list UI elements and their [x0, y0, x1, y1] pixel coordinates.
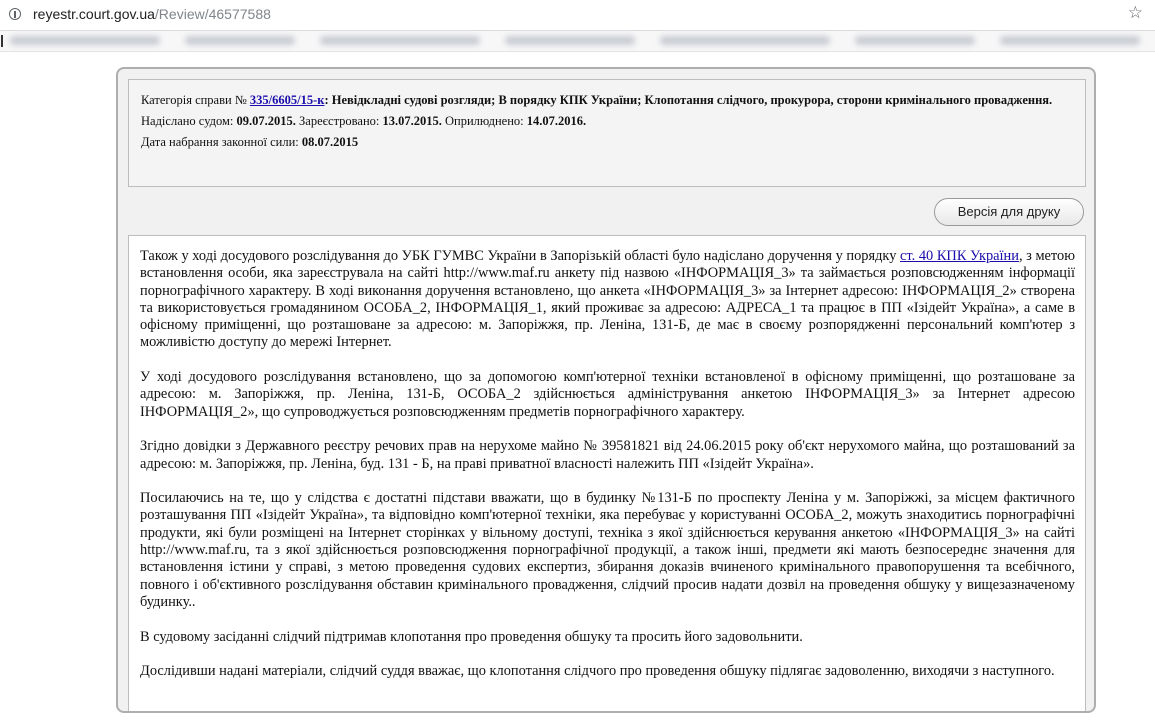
paragraph: Посилаючись на те, що у слідства є достатні підстави вважати, що в будинку №131-Б по проспекту Леніна у м. Запоріжжі, за місцем фактичного розташування ПП «Ізідейт Україна», та відповідно комп'ютерної техніки, яка перебуває у користуванні ОСОБА_2, можуть знаходитись порнографічні продукти, які були розміщені на Інтернет сторінках у вільному доступі, техніка з якої здійснюється керування анкетою «ІНФОРМАЦІЯ_3» на сайті http://www.maf.ru, та з якої здійснюється розповсюдження порнографічної продукції, а також інші, предмети які мають безпосереднє значення для встановлення істини у справі, з метою проведення судових експертиз, збирання доказів вчиненого кримінального правопорушення та всебічного, повного і об'єктивного розслідування обставин кримінального провадження, слідчий просив надати дозвіл на проведення обшуку у вищезазначеному будинку..: [140, 490, 1075, 610]
case-info-panel: [128, 79, 1086, 187]
blurred-bookmark: [320, 36, 480, 45]
paragraph: Згідно довідки з Державного реєстру речових прав на нерухоме майно № 39581821 від 24.06.2015 року об'єкт нерухомого майна, що розташований за адресою: м. Запоріжжя, пр. Леніна, буд. 131 - Б, на праві приватної власності належить ПП «Ізідейт Україна».: [140, 438, 1075, 472]
url-host: reyestr.court.gov.ua: [33, 6, 155, 22]
text-cursor: [1, 35, 3, 47]
blurred-bookmark: [660, 36, 830, 45]
effective-date-line: [141, 132, 1073, 153]
registered-label: Зареєстровано:: [299, 114, 380, 128]
case-category-line: [141, 90, 1073, 111]
bookmarks-bar: [0, 31, 1155, 52]
paragraph: У ході досудового розслідування встановлено, що за допомогою комп'ютерної техніки встановленої в офісному приміщенні, що розташоване за адресою: м. Запоріжжя, пр. Леніна, 131-Б, ОСОБА_2 здійснюється адміністрування анкетою ІНФОРМАЦІЯ_3» за Інтернет адресою ІНФОРМАЦІЯ_2», що супроводжується розповсюдженням предметів порнографічного характеру.: [140, 369, 1075, 420]
effective-label: Дата набрання законної сили:: [141, 135, 299, 149]
document-text: [128, 235, 1086, 713]
document-container: [116, 67, 1096, 713]
effective-date: 08.07.2015: [301, 135, 359, 149]
registered-date: 13.07.2015.: [382, 114, 442, 128]
blurred-bookmark: [855, 36, 975, 45]
paragraph: В судовому засіданні слідчий підтримав клопотання про проведення обшуку та просить його задовольнити.: [140, 628, 803, 645]
blurred-bookmark: [505, 36, 635, 45]
case-number-link[interactable]: 335/6605/15-к: [249, 93, 325, 107]
published-date: 14.07.2016.: [526, 114, 587, 128]
category-label: Категорія справи №: [141, 93, 247, 107]
paragraph: [140, 248, 1075, 352]
info-icon[interactable]: [9, 8, 21, 20]
blurred-bookmark: [10, 36, 160, 45]
url-text[interactable]: [33, 6, 271, 22]
paragraph-text: , з метою встановлення особи, яка зареєструвала на сайті http://www.maf.ru анкету під назвою «ІНФОРМАЦІЯ_3» та займається розповсюдженням інформації порнографічного характеру. В ході виконання доручення встановлено, що анкета «ІНФОРМАЦІЯ_3» за Інтернет адресою: ІНФОРМАЦІЯ_2» створена та використовується громадянином ОСОБА_2, ІНФОРМАЦІЯ_1, який проживає за адресою: АДРЕСА_1 та працює в ПП «Ізідейт Україна», а саме в офісному приміщенні, що розташоване за адресою: м. Запоріжжя, пр. Леніна, 131-Б, де має в своєму розпорядженні персональний комп'ютер з можливістю доступу до мережі Інтернет.: [140, 248, 1075, 351]
sent-date: 09.07.2015.: [236, 114, 296, 128]
address-bar[interactable]: [0, 0, 1155, 31]
sent-label: Надіслано судом:: [141, 114, 234, 128]
paragraph: Дослідивши надані матеріали, слідчий суддя вважає, що клопотання слідчого про проведення обшуку підлягає задоволенню, виходячи з наступного.: [140, 663, 1055, 680]
published-label: Оприлюднено:: [445, 114, 524, 128]
article-link[interactable]: ст. 40 КПК України: [900, 248, 1019, 264]
paragraph-text: Також у ході досудового розслідування до УБК ГУМВС України в Запорізькій області було надіслано доручення у порядку: [140, 248, 901, 264]
url-path: /Review/46577588: [154, 6, 271, 22]
category-text: : Невідкладні судові розгляди; В порядку КПК України; Клопотання слідчого, прокурора, сторони кримінального провадження.: [324, 93, 1053, 107]
bookmark-star-icon[interactable]: ☆: [1127, 3, 1143, 23]
blurred-bookmark: [1000, 36, 1140, 45]
blurred-bookmark: [185, 36, 295, 45]
case-dates-line: [141, 111, 1073, 132]
print-version-button[interactable]: Версія для друку: [934, 198, 1084, 226]
